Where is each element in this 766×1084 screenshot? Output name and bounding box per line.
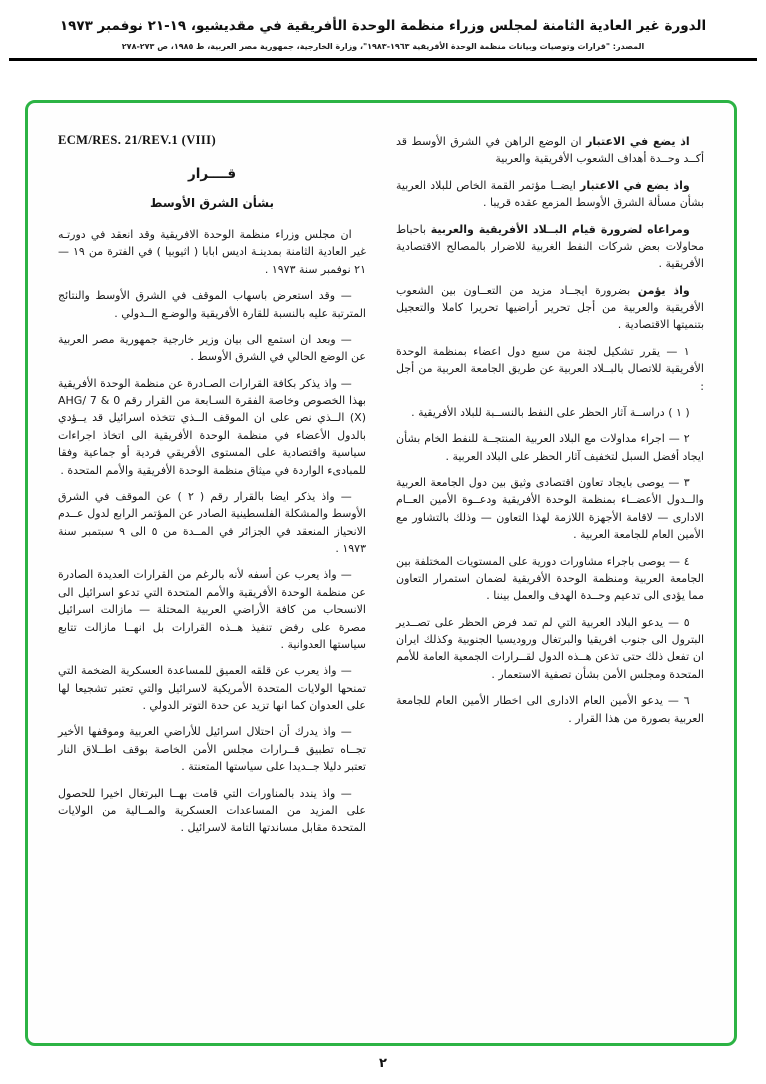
header-title: الدورة غير العادية الثامنة لمجلس وزراء منظمة الوحدة الأفريقية في مقديشيو، ١٩-٢١ نوفمبر ١٩٧٣ bbox=[59, 18, 707, 34]
paragraph: — واذ يذكر بكافة القرارات الصـادرة عن منظمة الوحدة الأفريقية بهذا الخصوص وخاصة الفقرة السـابعة من القرار رقم AHG/ 7 & 0 (X) الــذي نص على ان الموقف الــذي تتخذه اسرائيل قد يــؤدي بالدول الأعضاء في منظمة الوحدة الأفريقية الى اتخاذ اجراءات سياسية واقتصادية على المستوى الأفريقي فردية أو جماعية وفقا للمبادىء الواردة في ميثاق منظمة الوحدة الأفريقية والأمم المتحدة . bbox=[58, 376, 366, 477]
paragraph: ومراعاه لضرورة قيام البــلاد الأفريقية والعربية باحباط محاولات بعض شركات النفط الغربية للاضرار بالمصالح الاقتصادية الأفريقية . bbox=[396, 222, 704, 271]
document-title: قــــرار bbox=[187, 166, 237, 182]
paragraph-preamble: ان مجلس وزراء منظمة الوحدة الافريقية وقد انعقد في دورتـه غير العادية الثامنة بمدينـة اديس ابابا ( اثيوبيا ) في الفترة من ١٩ — ٢١ نوفمبر سنة ١٩٧٣ . bbox=[58, 228, 366, 276]
paragraph: — وقد استعرض باسهاب الموقف في الشرق الأوسط والنتائج المترتبة عليه بالنسبة للقارة الأفريقية والوضـع الــدولي . bbox=[58, 289, 366, 320]
paragraph-numbered-5: ٥ — يدعو البلاد العربية التي لم تمد فرض الحظر على تصــدير البترول الى جنوب افريقيا والبرتغال وروديسيا الجنوبية وكذلك ايران ان تفعل ذلك حتى تذعن هــذه الدول لقــرارات الجمعية العامة للأمم المتحدة ومجلس الأمن بشأن تصفية الاستعمار . bbox=[396, 615, 704, 681]
header-source-line: المصدر: "قرارات وتوصيات وبيانات منظمة الوحدة الأفريقية ١٩٦٣-١٩٨٣"، وزارة الخارجية، جمهورية مصر العربية، ط ١٩٨٥، ص ٢٧٣-٢٧٨ bbox=[121, 42, 645, 51]
paragraph-numbered-1: ١ — يقرر تشكيل لجنة من سبع دول اعضاء بمنظمة الوحدة الأفريقية للاتصال بالبــلاد العربية عن طريق الجامعة العربية من أجل : bbox=[396, 344, 704, 393]
document-reference: ECM/RES. 21/REV.1 (VIII) bbox=[58, 133, 217, 147]
column-right bbox=[396, 133, 704, 1023]
paragraph: — واذ يندد بالمناورات التي قامت بهــا البرتغال اخيرا للحصول على المزيد من المساعدات العسكرية والمــالية من الولايات المتحدة مقابل مساندتها التامة لاسرائيل . bbox=[58, 786, 366, 835]
paragraph: واذ يضع في الاعتبار ايضــا مؤتمر القمة الخاص للبلاد العربية بشأن مسألة الشرق الأوسط المزمع عقده قريبا . bbox=[396, 178, 704, 210]
paragraph: اذ يضع في الاعتبار ان الوضع الراهن في الشرق الأوسط قد أكــد وحــدة أهداف الشعوب الأفريقية والعربية bbox=[396, 135, 704, 166]
resolution-document bbox=[28, 103, 734, 1043]
page-number: ٢ bbox=[379, 1056, 387, 1071]
page-header bbox=[0, 0, 766, 61]
header-divider bbox=[9, 58, 757, 61]
scan-frame bbox=[25, 100, 737, 1046]
document-subtitle: بشأن الشرق الأوسط bbox=[149, 196, 274, 210]
paragraph-numbered-4: ٤ — يوصى باجراء مشاورات دورية على المستويات المختلفة بين الجامعة العربية ومنظمة الوحدة الأفريقية لضمان استمرار التعاون مما يؤدى الى تدعيم وحــدة الهدف والعمل بيننا . bbox=[396, 554, 704, 603]
column-left bbox=[58, 133, 366, 1023]
paragraph-numbered-6: ٦ — يدعو الأمين العام الادارى الى اخطار الأمين العام للجامعة العربية بصورة من هذا القرار . bbox=[396, 694, 704, 725]
paragraph-numbered-3: ٣ — يوصى بايجاد تعاون اقتصادى وثيق بين دول الجامعة العربية والــدول الأعضــاء بمنظمة الوحدة الأفريقية ودعــوة الأمين العــام الادارى — لاقامة الأجهزة اللازمة لهذا التعاون — وذلك بالتشاور مع الأمين العام للجامعة العربية . bbox=[396, 476, 704, 542]
paragraph: واذ يؤمن بضرورة ايجــاد مزيد من التعــاون بين الشعوب الأفريقية والعربية من أجل تحرير أراضيها تحريرا كاملا والتعجيل بتنميتها الاقتصادية . bbox=[396, 283, 704, 332]
paragraph: — واذ يعرب عن أسفه لأنه بالرغم من القرارات العديدة الصادرة عن منظمة الوحدة الأفريقية والأمم المتحدة التي تدعو اسرائيل الى الانسحاب من كافة الأراضي العربية المحتلة — مازالت اسرائيل مصرة على رفض تنفيذ هــذه القرارات بل انهــا مازالت تتابع سياستها العدوانية . bbox=[58, 568, 366, 651]
paragraph-sub-item: ( ١ ) دراســة آثار الحظر على النفط بالنســبة للبلاد الأفريقية . bbox=[411, 405, 690, 419]
paragraph: — وبعد ان استمع الى بيان وزير خارجية جمهورية مصر العربية عن الوضع الحالي في الشرق الأوسط . bbox=[58, 332, 366, 364]
paragraph: — واذ يذكر ايضا بالقرار رقم ( ٢ ) عن الموقف في الشرق الأوسط والمشكلة الفلسطينية الصادر عن المؤتمر الرابع لدول عــدم الانحياز المنعقد في الجزائر في المــدة من ٥ الى ٩ سبتمبر سنة ١٩٧٣ . bbox=[58, 489, 366, 555]
paragraph: — واذ يعرب عن قلقه العميق للمساعدة العسكرية الضخمة التي تمنحها الولايات المتحدة الأمريكية لاسرائيل والتي تعتبر تشجيعا لها على العدوان كما انها تزيد عن حدة التوتر الدولي . bbox=[58, 664, 366, 712]
paragraph-numbered-2: ٢ — اجراء مداولات مع البلاد العربية المنتجــة للنفط الخام بشأن ايجاد أفضل السبل لتخفيف آثار الحظر على البلاد العربية . bbox=[396, 432, 704, 463]
page-footer bbox=[0, 1052, 766, 1071]
paragraph: — واذ يدرك أن احتلال اسرائيل للأراضي العربية وموقفها الأخير تجــاه تطبيق قــرارات مجلس الأمن الخاصة بوقف اطــلاق النار تعتبر دليلا جــديدا على سياستها المتعنتة . bbox=[58, 725, 366, 774]
